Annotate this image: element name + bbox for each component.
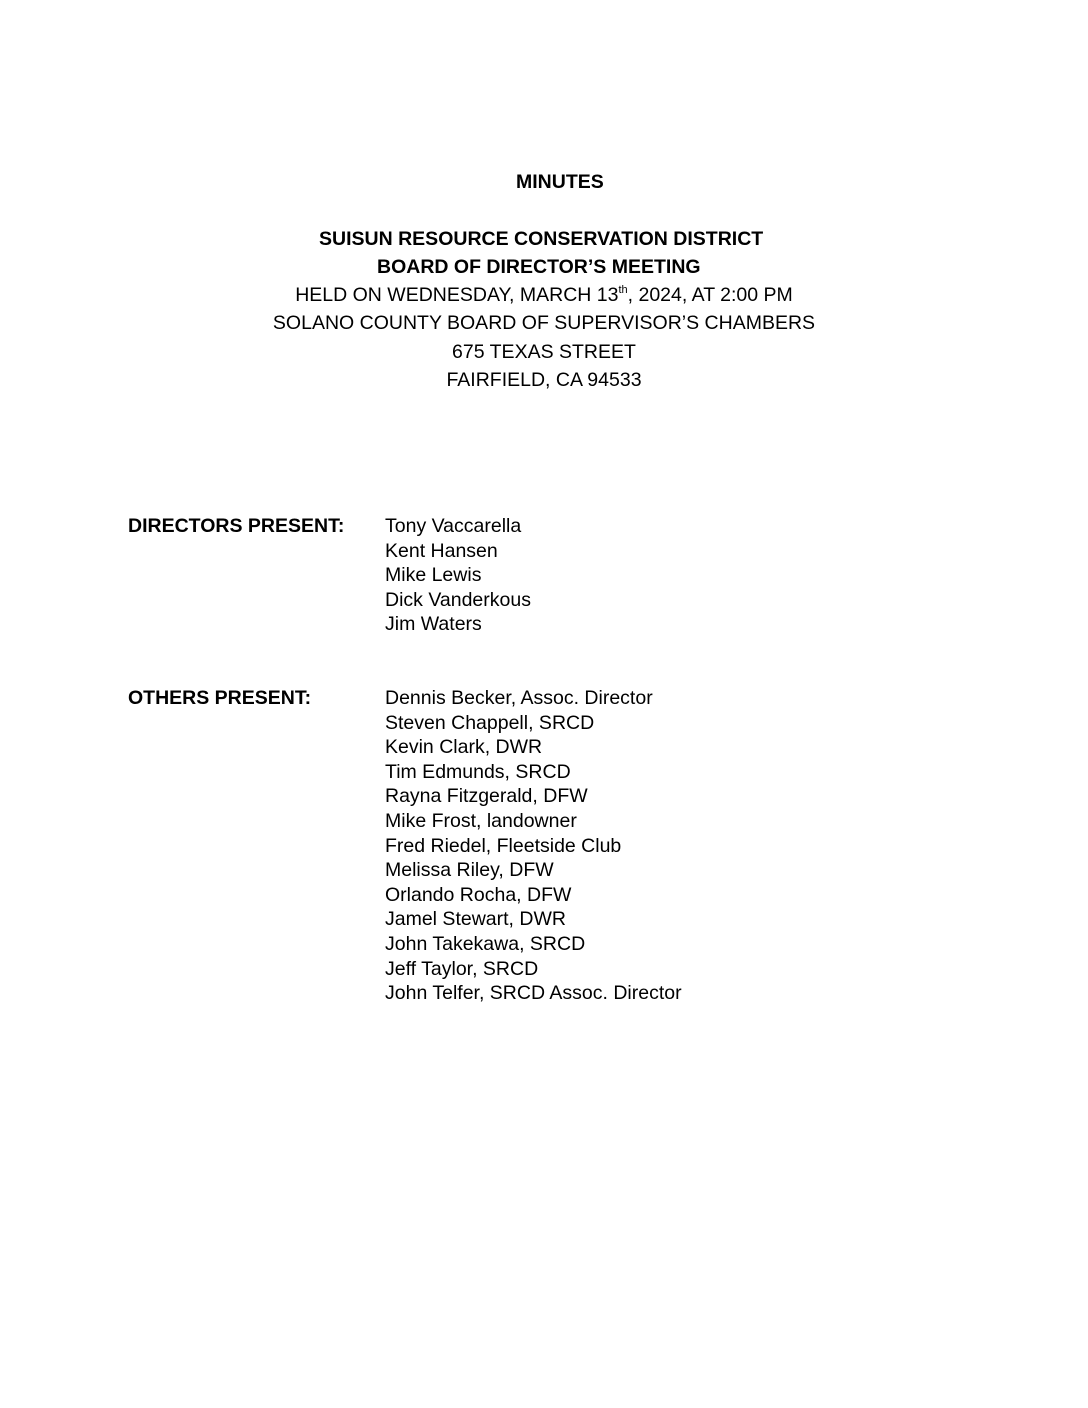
meeting-date-prefix: HELD ON WEDNESDAY, MARCH 13 [295,284,619,306]
attendee-name: Melissa Riley, DFW [385,859,554,882]
attendee-name: Mike Frost, landowner [385,809,577,832]
attendee-name: John Takekawa, SRCD [385,932,586,955]
attendee-name: Steven Chappell, SRCD [385,711,595,734]
organization-name: SUISUN RESOURCE CONSERVATION DISTRICT [319,228,764,250]
others-present-list [385,686,682,1006]
directors-present-list [385,514,531,637]
meeting-location-line1: SOLANO COUNTY BOARD OF SUPERVISOR’S CHAMBERS [272,312,816,334]
attendee-name: Fred Riedel, Fleetside Club [385,834,622,857]
meeting-name: BOARD OF DIRECTOR’S MEETING [377,256,701,278]
director-name: Dick Vanderkous [385,588,531,611]
director-name: Kent Hansen [385,539,498,562]
attendee-name: Orlando Rocha, DFW [385,883,572,906]
attendee-name: John Telfer, SRCD Assoc. Director [385,982,682,1005]
director-name: Mike Lewis [385,564,482,587]
director-name: Jim Waters [385,613,482,636]
meeting-date-ordinal: th [618,284,628,296]
attendee-name: Tim Edmunds, SRCD [385,760,571,783]
attendee-name: Jamel Stewart, DWR [385,908,566,931]
minutes-title: MINUTES [516,171,604,193]
attendee-name: Dennis Becker, Assoc. Director [385,687,653,709]
attendee-name: Rayna Fitzgerald, DFW [385,785,588,808]
meeting-location-line2: 675 TEXAS STREET [452,341,636,363]
director-name: Tony Vaccarella [385,515,522,537]
meeting-date-suffix: , 2024, AT 2:00 PM [627,284,793,306]
meeting-date-line [0,281,1088,309]
attendee-name: Jeff Taylor, SRCD [385,957,539,980]
others-present-label: OTHERS PRESENT: [128,687,312,709]
attendee-name: Kevin Clark, DWR [385,736,543,759]
meeting-location-line3: FAIRFIELD, CA 94533 [446,369,642,391]
directors-present-label: DIRECTORS PRESENT: [128,515,345,537]
